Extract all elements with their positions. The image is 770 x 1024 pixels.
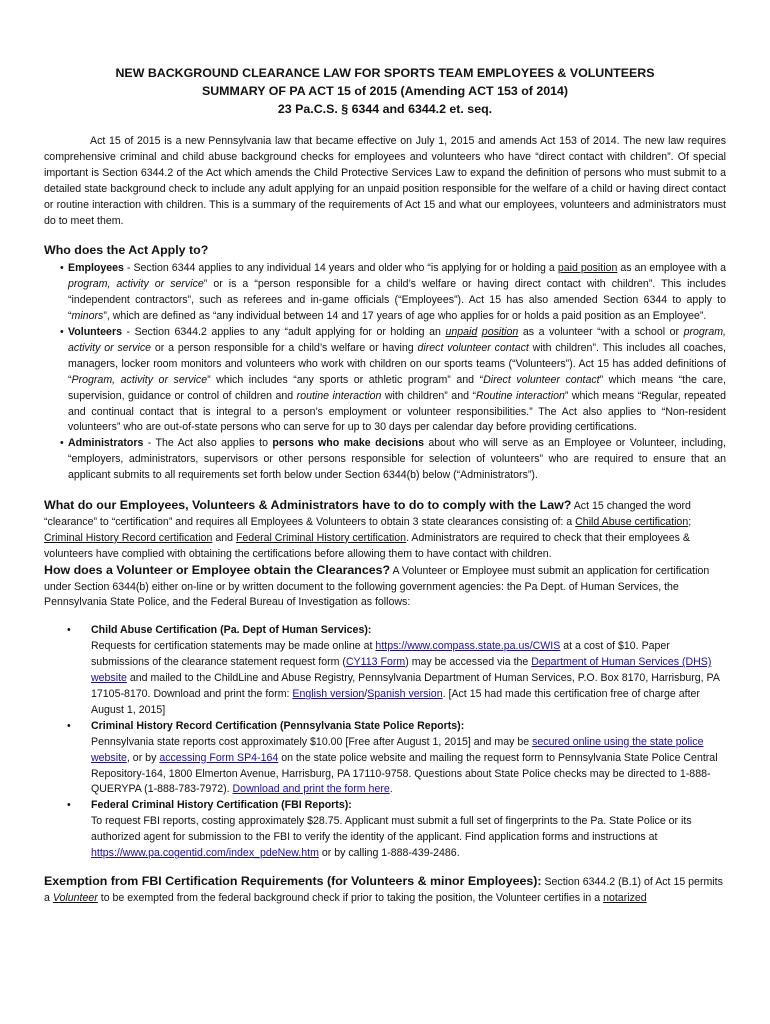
title-line-1: NEW BACKGROUND CLEARANCE LAW FOR SPORTS TEAM EMPLOYEES & VOLUNTEERS (115, 66, 655, 80)
federal-heading: Federal Criminal History Certification (FBI Reports): (91, 799, 352, 812)
child-abuse-heading: Child Abuse Certification (Pa. Dept of Human Services): (91, 624, 372, 637)
bullet-icon: • (67, 624, 71, 637)
who-section (44, 243, 726, 484)
list-item-federal: • Federal Criminal History Certification (FBI Reports): To request FBI reports, costing approximately $28.75. Applicant must submit a full set of fingerprints to the Pa. State Police or its authorized agent for submission to the FBI to verify the identity of the applicant. Find application forms and instructions at https://www.pa.cogentid.com/index_pdeNew.htm or by calling 1-888-439-2486. (91, 798, 726, 862)
list-item-volunteers: • Volunteers - Section 6344.2 applies to any “adult applying for or holding an unpaid position as a volunteer “with a school or program, activity or service or a person responsible for a child’s welfare or having direct volunteer contact with children”. This includes all coaches, managers, locker room monitors and volunteers who work with children on our sports teams (“Volunteers”). Act 15 has added definitions of “Program, activity or service” which includes “any sports or athletic program” and “Direct volunteer contact” which means “the care, supervision, guidance or control of children and routine interaction with children” and “Routine interaction” which means “Regular, repeated and continual contact that is integral to a person’s employment or volunteer responsibilities.” The Act also applies to “Non-resident volunteers” who are out-of-state persons who can serve for up to 30 days per calendar day before providing certifications. (60, 325, 727, 434)
criminal-history-heading: Criminal History Record Certification (Pennsylvania State Police Reports): (91, 719, 465, 732)
state-police-online-link[interactable]: secured online using the state police website (91, 735, 704, 764)
dhs-website-link[interactable]: Department of Human Services (DHS) website (91, 656, 712, 685)
download-form-link[interactable]: Download and print the form here (232, 783, 390, 796)
cwis-link[interactable]: https://www.compass.state.pa.us/CWIS (375, 640, 561, 653)
how-heading: How does a Volunteer or Employee obtain the Clearances? (44, 562, 391, 577)
cy113-form-link[interactable]: CY113 Form (345, 656, 406, 669)
list-item-criminal-history: • Criminal History Record Certification (Pennsylvania State Police Reports): Pennsylvania state reports cost approximately $10.00 [Free after August 1, 2015] and may be secured online using the state police website, or by accessing Form SP4-164 on the state police website and mailing the request form to Pennsylvania State Police Central Repository-164, 1800 Elmerton Avenue, Harrisburg, PA 17110-9758. Questions about State Police checks may be directed to 1-888-QUERYPA (1-888-783-7972). Download and print the form here. (91, 719, 726, 799)
who-list (44, 261, 726, 484)
title-line-2: SUMMARY OF PA ACT 15 of 2015 (Amending ACT 153 of 2014) (201, 84, 569, 98)
list-item-child-abuse: • Child Abuse Certification (Pa. Dept of Human Services): Requests for certification statements may be made online at https://www.compass.state.pa.us/CWIS at a cost of $10. Paper submissions of the clearance statement request form (CY113 Form) may be accessed via the Department of Human Services (DHS) website and mailed to the ChildLine and Abuse Registry, Pennsylvania Department of Human Services, P.O. Box 8170, Harrisburg, PA 17105-8170. Download and print the form: English version/Spanish version. [Act 15 had made this certification free of charge after August 1, 2015] (91, 623, 726, 718)
document-title (44, 64, 726, 118)
bullet-icon: • (60, 262, 64, 275)
list-item-employees: • Employees - Section 6344 applies to any individual 14 years and older who “is applying for or holding a paid position as an employee with a program, activity or service” or is a “person responsible for a child’s welfare or having direct contact with children”. This includes “independent contractors”, such as referees and in-game officials (“Employees”). Act 15 has also amended Section 6344 to apply to “minors”, which are defined as “any individual between 14 and 17 years of age who applies for or holds a paid position as an Employee”. (60, 262, 726, 323)
list-item-administrators: • Administrators - The Act also applies to persons who make decisions about who will serve as an Employee or Volunteer, including, “employers, administrators, supervisors or other persons responsible for selection of volunteers” who are required to ensure that an applicant submits to all requirements set forth below under Section 6344(b) below (“Administrators”). (60, 437, 726, 482)
bullet-icon: • (67, 719, 71, 732)
who-heading: Who does the Act Apply to? (44, 243, 209, 258)
english-version-link[interactable]: English version (292, 688, 365, 700)
bullet-icon: • (60, 325, 64, 338)
clearance-list (44, 623, 726, 862)
cogentid-link[interactable]: https://www.pa.cogentid.com/index_pdeNew.htm (91, 847, 319, 860)
bullet-icon: • (67, 799, 71, 812)
document-page: NEW BACKGROUND CLEARANCE LAW FOR SPORTS TEAM EMPLOYEES & VOLUNTEERS SUMMARY OF PA ACT 15 of 2015 (Amending ACT 153 of 2014) 23 Pa.C.S. § 6344 and 6344.2 et. seq. Act 15 of 2015 is a new Pennsylvania law that became effective on July 1, 2015 and amends Act 153 of 2014. The new law requires comprehensive criminal and child abuse background checks for employees and volunteers who have “direct contact with children”. Of special important is Section 6344.2 of the Act which amends the Child Protective Services Law to expand the definition of persons who must submit to a detailed state background check to include any adult applying for an unpaid position responsible for the welfare of a child or having direct contact or routine interaction with children. This is a summary of the requirements of Act 15 and what our employees, volunteers and administrators must do to meet them. Who does the Act Apply to? • Employees - Section 6344 applies to any individual 14 years and older who “is applying for or holding a paid position as an employee with a program, activity or service” or is a “person responsible for a child’s welfare or having direct contact with children”. This includes “independent contractors”, such as referees and in-game officials (“Employees”). Act 15 has also amended Section 6344 to apply to “minors”, which are defined as “any individual between 14 and 17 years of age who applies for or holds a paid position as an Employee”. • Volunteers - Section 6344.2 applies to any “adult applying for or holding an unpaid position as a volunteer “with a school or program, activity or service or a person responsible for a child’s welfare or having direct volunteer contact with children”. This includes all coaches, managers, locker room monitors and volunteers who work with children on our sports teams (“Volunteers”). Act 15 has added definitions of “Program, activity or service” which includes “any sports or athletic program” and “Direct volunteer contact” which means “the care, supervision, guidance or control of children and routine interaction with children” and “Routine interaction” which means “Regular, repeated and continual contact that is integral to a person’s employment or volunteer responsibilities.” The Act also applies to “Non-resident volunteers” who are out-of-state persons who can serve for up to 30 days per calendar day before providing certifications. • Administrators - The Act also applies to persons who make decisions about who will serve as an Employee or Volunteer, including, “employers, administrators, supervisors or other persons responsible for selection of volunteers” who are required to ensure that an applicant submits to all requirements set forth below under Section 6344(b) below (“Administrators”). What do our Employees, Volunteers & Administrators have to do to comply with the Law? Act 15 changed the word “clearance” to “certification” and requires all Employees & Volunteers to obtain 3 state clearances consisting of: a Child Abuse certification; Criminal History Record certification and Federal Criminal History certification. Administrators are required to check that their employees & volunteers have complied with obtaining the certifications before allowing them to have contact with children. How does a Volunteer or Employee obtain the Clearances? A Volunteer or Employee must submit an application for certification under Section 6344(b) either on-line or by written document to the following government agencies: the Pa Dept. of Human Services, the Pennsylvania State Police, and the Federal Bureau of Investigation as follows: • Child Abuse Certification (Pa. Dept of Human Services): Requests for certification statements may be made online at https://www.compass.state.pa.us/CWIS at a cost of $10. Paper submissions of the clearance statement request form (CY113 Form) may be accessed via the Department of Human Services (DHS) website and mailed to the ChildLine and Abuse Registry, Pennsylvania Department of Human Services, P.O. Box 8170, Harrisburg, PA 17105-8170. Download and print the form: English version/Spanish version. [Act 15 had made this certification free of charge after August 1, 2015] • Criminal History Record Certification (Pennsylvania State Police Reports): Pennsylvania state reports cost approximately $10.00 [Free after August 1, 2015] and may be secured online using the state police website, or by accessing Form SP4-164 on the state police website and mailing the request form to Pennsylvania State Police Central Repository-164, 1800 Elmerton Avenue, Harrisburg, PA 17110-9758. Questions about State Police checks may be directed to 1-888-QUERYPA (1-888-783-7972). Download and print the form here. • Federal Criminal History Certification (FBI Reports): To request FBI reports, costing approximately $28.75. Applicant must submit a full set of fingerprints to the Pa. State Police or its authorized agent for submission to the FBI to verify the identity of the applicant. Find application forms and instructions at https://www.pa.cogentid.com/index_pdeNew.htm or by calling 1-888-439-2486. Exemption from FBI Certification Requirements (for Volunteers & minor Employees): Section 6344.2 (B.1) of Act 15 permits a Volunteer to be exempted from the federal background check if prior to taking the position, the Volunteer certifies in a notarized (44, 66, 727, 904)
exemption-heading: Exemption from FBI Certification Requirements (for Volunteers & minor Employees): (44, 873, 542, 888)
intro-paragraph: Act 15 of 2015 is a new Pennsylvania law that became effective on July 1, 2015 and amends Act 153 of 2014. The new law requires comprehensive criminal and child abuse background checks for employees and volunteers who have “direct contact with children”. Of special important is Section 6344.2 of the Act which amends the Child Protective Services Law to expand the definition of persons who must submit to a detailed state background check to include any adult applying for an unpaid position responsible for the welfare of a child or having direct contact or routine interaction with children. This is a summary of the requirements of Act 15 and what our employees, volunteers and administrators must do to meet them. (44, 135, 726, 227)
bullet-icon: • (60, 437, 64, 450)
title-line-3: 23 Pa.C.S. § 6344 and 6344.2 et. seq. (277, 102, 493, 116)
what-heading: What do our Employees, Volunteers & Administrators have to do to comply with the Law? (44, 498, 572, 513)
form-sp4-164-link[interactable]: accessing Form SP4-164 (159, 751, 279, 764)
spanish-version-link[interactable]: Spanish version (367, 688, 443, 700)
